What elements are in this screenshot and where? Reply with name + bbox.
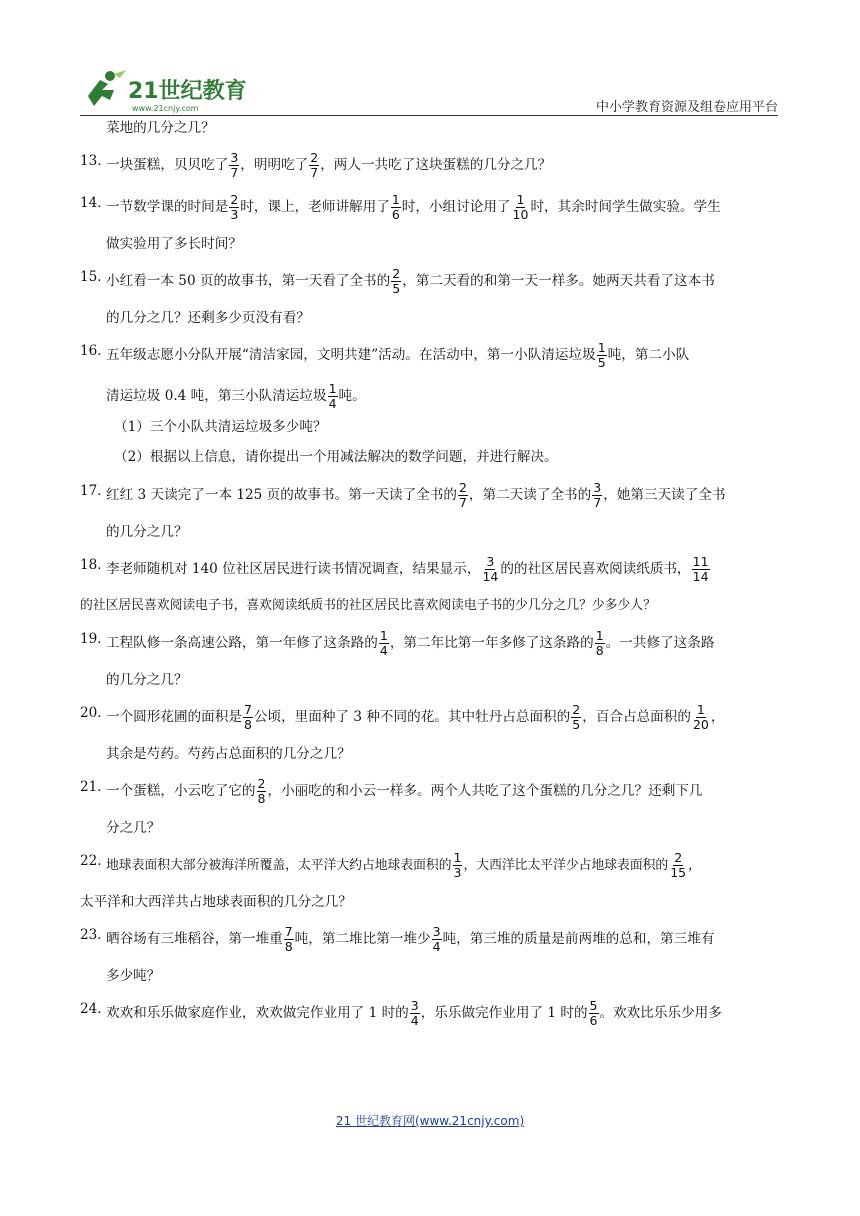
header-divider [80, 115, 778, 116]
q12-tail: 菜地的几分之几？ [106, 120, 215, 136]
question-15: 15． 小红看一本 50 页的故事书，第一天看了全书的 $\frac{2}{5}$ ，第二天看的和第一天一样多。她两天共看了这本书 的几分之几？还剩多少页没有看？ [80, 266, 715, 326]
fraction: $\frac{3}{7}$ [593, 480, 602, 510]
fraction: $\frac{1}{10}$ [512, 192, 529, 222]
question-number: 24． [80, 1001, 111, 1017]
question-number: 13． [80, 153, 111, 169]
page-header [80, 60, 778, 116]
fraction: $\frac{7}{8}$ [243, 702, 252, 732]
question-number: 14． [80, 195, 111, 211]
question-number: 15． [80, 269, 111, 285]
svg-text:www.21cnjy.com: www.21cnjy.com [132, 104, 199, 113]
fraction: $\frac{1}{20}$ [692, 702, 709, 732]
fraction: $\frac{2}{3}$ [230, 192, 239, 222]
site-logo [80, 66, 255, 114]
fraction: $\frac{2}{7}$ [458, 480, 467, 510]
fraction: $\frac{2}{8}$ [257, 776, 266, 806]
question-17: 17． 红红 3 天读完了一本 125 页的故事书。第一天读了全书的 $\frac{2}{7}$ ，第二天读了全书的 $\frac{3}{7}$ ，她第三天读了全书 的几分之几？ [80, 480, 726, 540]
question-number: 18． [80, 557, 111, 573]
question-13: 13． 一块蛋糕，贝贝吃了 $\frac{3}{7}$ ，明明吃了 $\frac{2}{7}$ ，两人一共吃了这块蛋糕的几分之几？ [80, 150, 552, 180]
fraction: $\frac{5}{6}$ [589, 998, 598, 1028]
footer-site-link[interactable]: 21 世纪教育网(www.21cnjy.com) [335, 1114, 525, 1128]
question-number: 16． [80, 343, 111, 359]
question-20: 20． 一个圆形花圃的面积是 $\frac{7}{8}$ 公顷，里面种了 3 种不同的花。其中牡丹占总面积的 $\frac{2}{5}$ ，百合占总面积的 $\frac{1}{20}$ ， 其余是芍药。芍药占总面积的几分之几？ [80, 702, 725, 762]
fraction: $\frac{3}{4}$ [410, 998, 419, 1028]
question-number: 23． [80, 927, 111, 943]
fraction: $\frac{1}{4}$ [379, 628, 388, 658]
question-16-sub-2: （2）根据以上信息，请你提出一个用减法解决的数学问题，并进行解决。 [114, 449, 558, 465]
question-number: 20． [80, 705, 111, 721]
question-24: 24． 欢欢和乐乐做家庭作业，欢欢做完作业用了 1 时的 $\frac{3}{4}$ ，乐乐做完作业用了 1 时的 $\frac{5}{6}$ 。欢欢比乐乐少用多 [80, 998, 722, 1028]
question-16-sub-1: （1）三个小队共清运垃圾多少吨？ [114, 419, 327, 435]
fraction: $\frac{3}{4}$ [432, 924, 441, 954]
svg-text:21世纪教育: 21世纪教育 [128, 79, 247, 104]
fraction: $\frac{1}{3}$ [453, 850, 462, 880]
question-21: 21． 一个蛋糕，小云吃了它的 $\frac{2}{8}$ ，小丽吃的和小云一样多。两个人共吃了这个蛋糕的几分之几？还剩下几 分之几？ [80, 776, 703, 836]
question-list [80, 118, 778, 1041]
question-number: 17． [80, 483, 111, 499]
fraction: $\frac{1}{8}$ [595, 628, 604, 658]
fraction: $\frac{3}{7}$ [230, 150, 239, 180]
question-19: 19． 工程队修一条高速公路，第一年修了这条路的 $\frac{1}{4}$ ，第二年比第一年多修了这条路的 $\frac{1}{8}$ 。一共修了这条路 的几分之几？ [80, 628, 715, 688]
fraction: $\frac{2}{7}$ [310, 150, 319, 180]
header-platform-text: 中小学教育资源及组卷应用平台 [595, 100, 778, 115]
fraction: $\frac{2}{15}$ [670, 850, 687, 880]
fraction: $\frac{11}{14}$ [692, 554, 709, 584]
fraction: $\frac{1}{4}$ [328, 381, 337, 411]
fraction: $\frac{3}{14}$ [482, 554, 499, 584]
question-22: 22. 地球表面积大部分被海洋所覆盖，太平洋大约占地球表面积的 $\frac{1}{3}$ ，大西洋比太平洋少占地球表面积的 $\frac{2}{15}$ ， 太平洋和大西洋共占地球表面积的几分之几？ [80, 850, 701, 910]
fraction: $\frac{1}{6}$ [391, 192, 400, 222]
question-18: 18． 李老师随机对 140 位社区居民进行读书情况调查，结果显示， $\frac{3}{14}$ 的的社区居民喜欢阅读纸质书， $\frac{11}{14}$ 的社区居民喜欢阅读电子书，喜欢阅读纸质书的社区居民比喜欢阅读电子书的少几分之几？少多少人？ [80, 554, 709, 613]
fraction: $\frac{2}{5}$ [572, 702, 581, 732]
fraction: $\frac{2}{5}$ [392, 266, 401, 296]
question-23: 23． 晒谷场有三堆稻谷，第一堆重 $\frac{7}{8}$ 吨，第二堆比第一堆少 $\frac{3}{4}$ 吨，第三堆的质量是前两堆的总和，第三堆有 多少吨？ [80, 924, 715, 984]
question-number: 22. [80, 853, 102, 869]
question-number: 19． [80, 631, 111, 647]
question-16: 16． 五年级志愿小分队开展“清洁家园，文明共建”活动。在活动中，第一小队清运垃圾 $\frac{1}{5}$ 吨，第二小队 清运垃圾 0.4 吨，第三小队清运垃圾 $\frac{1}{4}$ 吨。 [80, 340, 690, 411]
fraction: $\frac{1}{5}$ [597, 340, 606, 370]
page-footer [0, 1112, 860, 1129]
fraction: $\frac{7}{8}$ [284, 924, 293, 954]
question-number: 21． [80, 779, 111, 795]
question-14: 14． 一节数学课的时间是 $\frac{2}{3}$ 时，课上，老师讲解用了 $\frac{1}{6}$ 时，小组讨论用了 $\frac{1}{10}$ 时，其余时间学生做实验。学生 做实验用了多长时间？ [80, 192, 721, 252]
